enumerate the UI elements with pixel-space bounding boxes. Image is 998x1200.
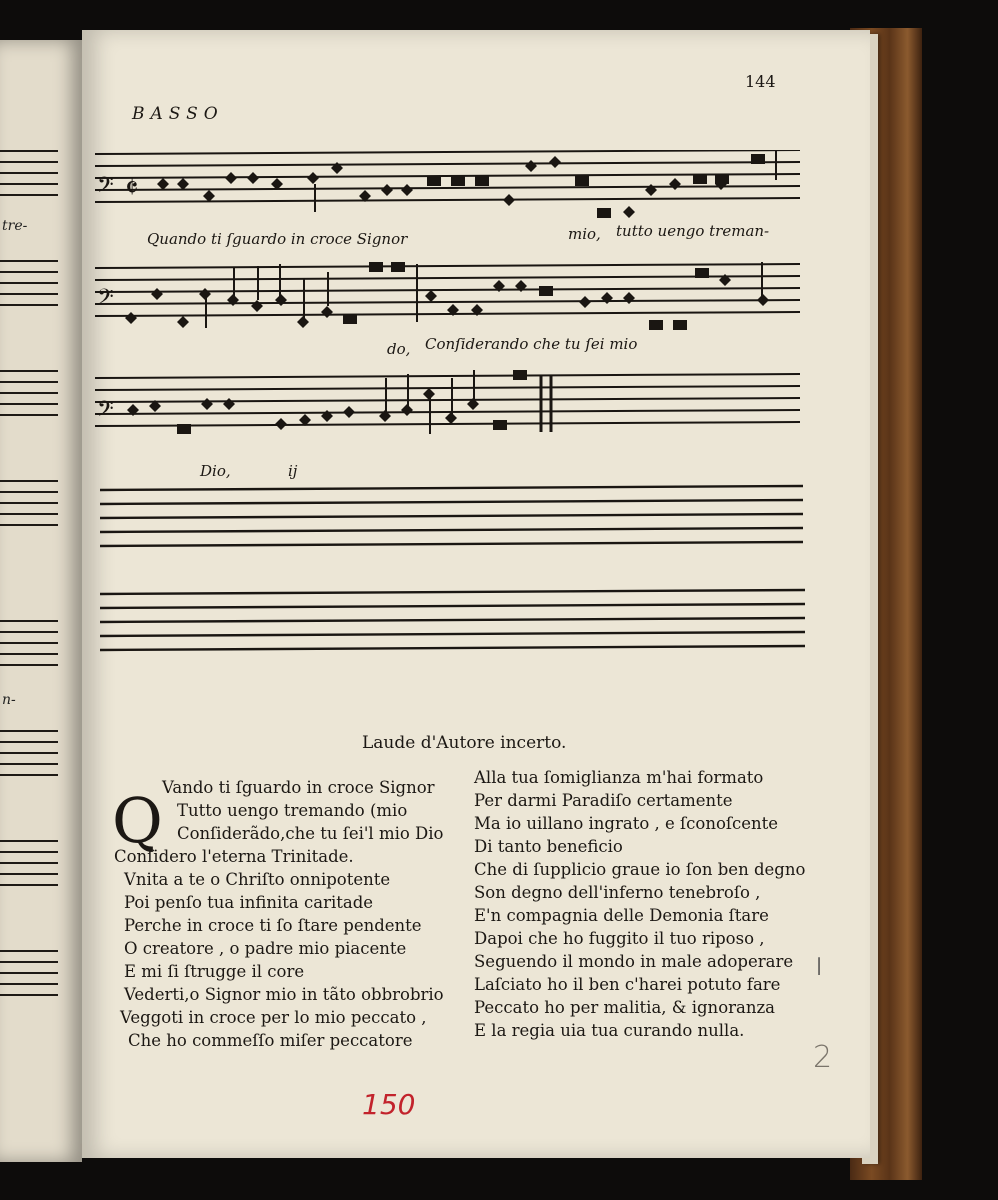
poem-line: Poi penſo tua infinita caritade <box>124 893 374 912</box>
poem-line: Laſciato ho il ben c'harei potuto fare <box>474 975 781 994</box>
poem-line: Conſiderãdo,che tu ſei'l mio Dio <box>177 824 444 843</box>
lyric-line: tutto uengo treman- <box>616 222 770 240</box>
lyric-line: mio, <box>568 225 601 243</box>
music-staff-1 <box>95 150 805 206</box>
page-number: 144 <box>745 72 776 91</box>
svg-text:𝄢: 𝄢 <box>97 173 114 203</box>
lyric-line: ij <box>288 462 298 480</box>
poem-line: Per darmi Paradiſo certamente <box>474 791 733 810</box>
left-lyric-fragment: tre- <box>2 218 28 234</box>
poem-line: Tutto uengo tremando (mio <box>177 801 408 820</box>
poem-line: Vederti,o Signor mio in tãto obbrobrio <box>124 985 444 1004</box>
handwritten-red-number: 150 <box>362 1088 416 1121</box>
music-staff-3 <box>95 370 805 426</box>
poem-line: Perche in croce ti ſo ſtare pendente <box>124 916 422 935</box>
poem-line: Son degno dell'inferno tenebroſo , <box>474 883 761 902</box>
poem-line: Che ho commeſſo miſer peccatore <box>128 1031 413 1050</box>
poem-line: E la regia uia tua curando nulla. <box>474 1021 745 1040</box>
left-staff-fragment <box>0 730 58 785</box>
left-staff-fragment <box>0 370 58 425</box>
poem-line: Peccato ho per malitia, & ignoranza <box>474 998 776 1017</box>
left-staff-fragment <box>0 150 58 205</box>
poem-line: Ma io uillano ingrato , e ſconoſcente <box>474 814 779 833</box>
left-staff-fragment <box>0 950 58 1005</box>
poem-line: E'n compagnia delle Demonia ſtare <box>474 906 769 925</box>
lyric-line: Quando ti ſguardo in croce Signor <box>147 230 408 248</box>
poem-line: Che di ſupplicio graue io ſon ben degno <box>474 860 806 879</box>
lyric-line: do, <box>387 340 411 358</box>
poem-line: Veggoti in croce per lo mio peccato , <box>120 1008 427 1027</box>
music-staff-2 <box>95 262 805 318</box>
lyric-line: Conſiderando che tu ſei mio <box>425 335 638 353</box>
poem-line: Dapoi che ho fuggito il tuo riposo , <box>474 929 765 948</box>
poem-line: O creatore , o padre mio piacente <box>124 939 407 958</box>
margin-tick-mark: | <box>816 955 823 976</box>
poem-line: Vnita a te o Chriſto onnipotente <box>124 870 391 889</box>
poem-right-column <box>474 766 805 1042</box>
left-staff-fragment <box>0 480 58 535</box>
left-lyric-fragment: n- <box>2 692 16 708</box>
poem-line: Alla tua ſomiglianza m'hai formato <box>474 768 764 787</box>
left-staff-fragment <box>0 840 58 895</box>
poem-left-column <box>114 776 444 1052</box>
poem-line: Seguendo il mondo in male adoperare <box>474 952 794 971</box>
left-facing-page <box>0 40 82 1162</box>
empty-staff-1 <box>95 484 805 540</box>
poem-line: Di tanto beneficio <box>474 837 623 856</box>
svg-text:𝄢: 𝄢 <box>97 397 114 427</box>
voice-part-label: BASSO <box>132 104 224 124</box>
poem-line: E mi ſi ſtrugge il core <box>124 962 305 981</box>
svg-text:𝄵: 𝄵 <box>125 171 139 206</box>
empty-staff-2 <box>95 588 805 644</box>
laude-heading: Laude d'Autore incerto. <box>362 733 567 753</box>
poem-line: Conſidero l'eterna Trinitade. <box>114 847 354 866</box>
pencil-annotation: 2 <box>813 1040 833 1075</box>
left-staff-fragment <box>0 260 58 315</box>
poem-line: Vando ti ſguardo in croce Signor <box>162 778 435 797</box>
svg-text:𝄢: 𝄢 <box>97 285 114 315</box>
left-staff-fragment <box>0 620 58 675</box>
decorated-initial: Q <box>112 784 163 857</box>
lyric-line: Dio, <box>200 462 231 480</box>
